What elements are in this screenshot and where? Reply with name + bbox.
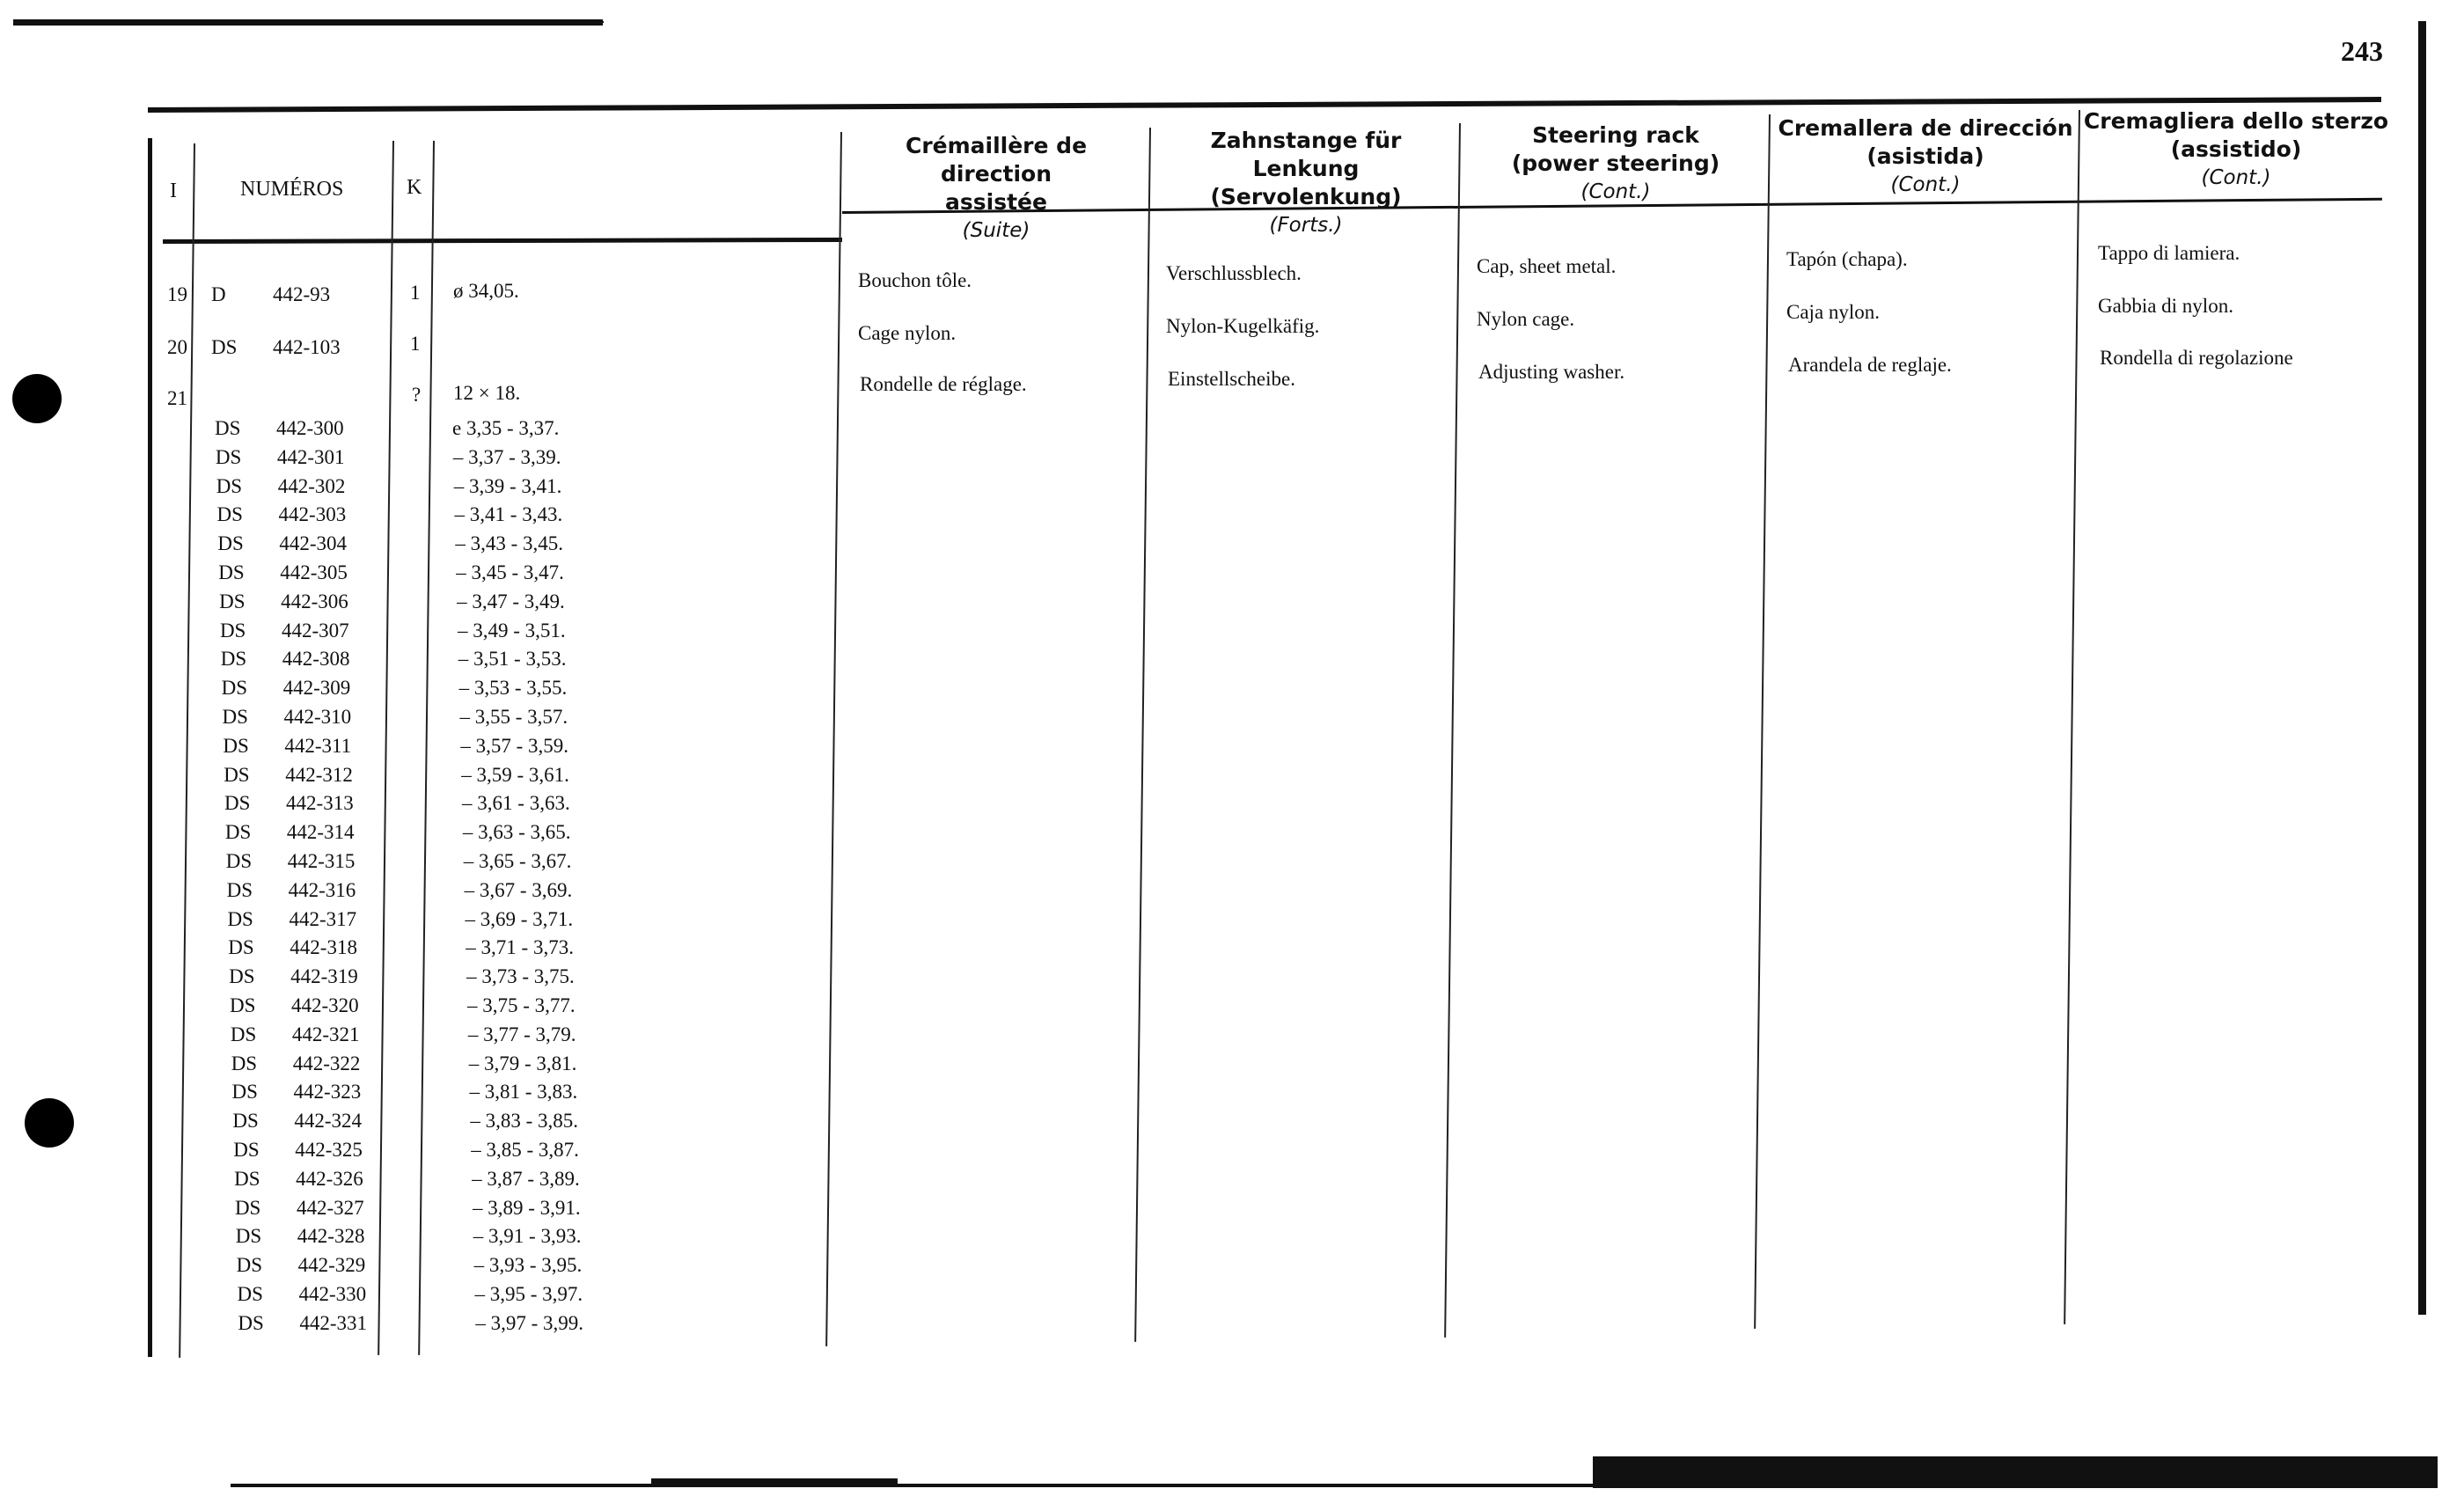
washer-dim: – 3,57 - 3,59.	[460, 734, 569, 757]
item-index: 20	[167, 336, 187, 358]
washer-prefix: DS	[215, 417, 241, 439]
washer-prefix: DS	[217, 532, 244, 555]
washer-prefix: DS	[228, 936, 254, 959]
header-title-2: (Servolenkung)	[1210, 184, 1402, 209]
header-lang-de	[1155, 127, 1457, 239]
washer-number: 442-317	[289, 907, 357, 930]
washer-dim: – 3,43 - 3,45.	[455, 532, 564, 555]
desc-fr-item20: Cage nylon.	[858, 322, 957, 344]
washer-dim: – 3,55 - 3,57.	[459, 706, 568, 728]
header-bottom-rule	[163, 238, 842, 244]
right-edge-bar	[2418, 21, 2426, 1315]
washer-dim: – 3,75 - 3,77.	[467, 994, 576, 1016]
washer-dim: – 3,45 - 3,47.	[456, 561, 564, 583]
washer-number: 442-326	[296, 1167, 363, 1190]
washer-dim: – 3,61 - 3,63.	[462, 792, 570, 815]
washer-prefix: DS	[225, 850, 253, 872]
washer-dim: – 3,51 - 3,53.	[458, 648, 567, 671]
header-title-2: (asistida)	[1866, 143, 1984, 169]
washer-number: 442-324	[294, 1110, 363, 1133]
washer-dim: – 3,39 - 3,41.	[453, 474, 562, 497]
washer-number: 442-331	[299, 1311, 368, 1334]
desc-fr-item19: Bouchon tôle.	[858, 269, 972, 291]
washer-number: 442-304	[279, 532, 348, 555]
item-dim: ø 34,05.	[453, 280, 519, 302]
washer-dim: – 3,37 - 3,39.	[452, 445, 561, 468]
desc-fr-item21: Rondelle de réglage.	[860, 373, 1027, 395]
washer-prefix: DS	[224, 821, 252, 844]
washer-dim: – 3,85 - 3,87.	[471, 1139, 579, 1161]
header-title: Cremallera de dirección	[1778, 115, 2073, 141]
washer-number: 442-311	[284, 734, 352, 757]
header-lang-it	[2082, 107, 2390, 192]
header-lang-es	[1774, 114, 2077, 199]
desc-es-item21: Arandela de reglaje.	[1788, 354, 1952, 376]
washer-prefix: DS	[238, 1311, 264, 1334]
bottom-edge-line	[231, 1484, 1595, 1487]
desc-de-item21: Einstellscheibe.	[1168, 368, 1295, 390]
washer-prefix: DS	[220, 648, 247, 671]
washer-number: 442-322	[292, 1052, 361, 1074]
header-sub: (Forts.)	[1269, 214, 1343, 237]
header-title-2: assistée	[945, 189, 1047, 215]
washer-dim: – 3,47 - 3,49.	[457, 590, 565, 612]
washer-number: 442-314	[286, 821, 355, 844]
washer-number: 442-302	[277, 474, 346, 497]
washer-dim: – 3,93 - 3,95.	[473, 1254, 583, 1277]
washer-number: 442-327	[296, 1196, 364, 1219]
desc-it-item21: Rondella di regolazione	[2100, 347, 2293, 369]
col-rule-de	[1444, 123, 1461, 1338]
washer-dim: – 3,79 - 3,81.	[468, 1052, 577, 1074]
washer-prefix: DS	[234, 1196, 261, 1219]
washer-prefix: DS	[223, 734, 249, 757]
washer-prefix: DS	[229, 965, 255, 988]
washer-number: 442-318	[290, 936, 357, 959]
washer-number: 442-300	[276, 417, 344, 439]
washer-dim: – 3,71 - 3,73.	[466, 936, 574, 959]
washer-number: 442-315	[287, 850, 356, 872]
header-title-2: (assistido)	[2170, 136, 2302, 162]
washer-number: 442-308	[282, 648, 350, 671]
bottom-edge-line-2	[651, 1478, 898, 1487]
washer-prefix: DS	[235, 1225, 262, 1248]
desc-de-item20: Nylon-Kugelkäfig.	[1166, 315, 1320, 337]
table-left-border	[148, 138, 152, 1357]
header-title: Crémaillère de direction	[905, 133, 1088, 187]
washer-prefix: DS	[219, 590, 246, 612]
header-col-numeros: NUMÉROS	[240, 178, 344, 201]
col-rule-es	[2064, 110, 2080, 1324]
washer-dim: – 3,41 - 3,43.	[454, 503, 563, 526]
washer-dim: – 3,63 - 3,65.	[462, 821, 571, 844]
washer-prefix: DS	[215, 445, 242, 468]
item-index: 21	[167, 387, 187, 409]
punch-hole-top	[12, 374, 62, 423]
washer-prefix: DS	[231, 1052, 258, 1074]
washer-dim: – 3,53 - 3,55.	[458, 677, 568, 700]
header-lang-en	[1464, 121, 1767, 206]
item-k: ?	[412, 384, 422, 406]
col-rule-numeros	[378, 141, 394, 1355]
washer-dim: – 3,89 - 3,91.	[472, 1196, 581, 1219]
washer-dim: – 3,73 - 3,75.	[466, 965, 575, 988]
washer-dim: – 3,69 - 3,71.	[465, 907, 574, 930]
header-title: Zahnstange für Lenkung	[1210, 128, 1402, 181]
washer-dim: – 3,95 - 3,97.	[474, 1283, 583, 1305]
washer-prefix: DS	[224, 763, 250, 786]
punch-hole-bottom	[25, 1098, 74, 1148]
page-number: 243	[2341, 35, 2383, 67]
washer-number: 442-306	[281, 590, 348, 612]
washer-number: 442-330	[298, 1283, 367, 1305]
col-rule-i	[179, 143, 195, 1358]
header-title-2: (power steering)	[1511, 150, 1720, 176]
item-prefix: DS	[211, 336, 238, 358]
washer-prefix: DS	[231, 1081, 258, 1104]
item-prefix: D	[211, 283, 226, 305]
washer-number: 442-329	[297, 1254, 366, 1277]
washer-prefix: DS	[230, 1023, 257, 1045]
washer-number: 442-328	[297, 1225, 365, 1248]
washer-dim: – 3,77 - 3,79.	[467, 1023, 576, 1045]
washer-prefix: DS	[227, 907, 253, 930]
header-col-k: K	[407, 176, 422, 199]
washer-number: 442-312	[285, 763, 353, 786]
item-number: 442-103	[273, 336, 341, 358]
header-title: Steering rack	[1532, 122, 1699, 148]
washer-number: 442-321	[291, 1023, 360, 1045]
washer-prefix: DS	[226, 878, 253, 901]
washer-prefix: DS	[232, 1110, 259, 1133]
header-sub: (Cont.)	[1580, 180, 1651, 203]
washer-number: 442-325	[295, 1139, 363, 1161]
washer-number: 442-320	[291, 994, 359, 1016]
desc-en-item20: Nylon cage.	[1477, 308, 1575, 330]
header-col-i: I	[170, 180, 177, 202]
item-dim: 12 × 18.	[453, 382, 521, 404]
header-sub: (Cont.)	[2201, 166, 2271, 189]
washer-dim: – 3,49 - 3,51.	[457, 619, 566, 642]
washer-number: 442-301	[276, 445, 345, 468]
washer-number: 442-310	[283, 706, 352, 728]
washer-prefix: DS	[216, 474, 243, 497]
col-rule-dims	[825, 132, 842, 1346]
washer-dim: – 3,87 - 3,89.	[472, 1167, 580, 1190]
col-rule-fr	[1134, 128, 1151, 1342]
washer-prefix: DS	[221, 677, 248, 700]
washer-number: 442-305	[280, 561, 348, 583]
desc-en-item19: Cap, sheet metal.	[1477, 255, 1617, 277]
washer-dim: – 3,97 - 3,99.	[475, 1311, 584, 1334]
washer-dim: – 3,83 - 3,85.	[470, 1110, 579, 1133]
desc-en-item21: Adjusting washer.	[1478, 361, 1625, 383]
item-number: 442-93	[273, 283, 331, 305]
washer-number: 442-303	[278, 503, 347, 526]
washer-prefix: DS	[219, 619, 246, 642]
washer-prefix: DS	[236, 1254, 263, 1277]
col-rule-k	[418, 141, 435, 1355]
desc-es-item19: Tapón (chapa).	[1786, 248, 1908, 270]
desc-de-item19: Verschlussblech.	[1166, 262, 1302, 284]
header-lang-fr	[847, 132, 1146, 245]
washer-dim: – 3,59 - 3,61.	[461, 763, 569, 786]
item-index: 19	[167, 283, 187, 305]
washer-number: 442-316	[288, 878, 356, 901]
washer-number: 442-323	[293, 1081, 362, 1104]
top-edge-bar-thin	[603, 21, 604, 23]
washer-prefix: DS	[224, 792, 251, 815]
table-top-border	[148, 97, 2381, 113]
desc-it-item20: Gabbia di nylon.	[2098, 295, 2233, 317]
header-sub: (Cont.)	[1890, 173, 1961, 196]
washer-prefix: DS	[234, 1167, 260, 1190]
header-sub: (Suite)	[962, 219, 1030, 242]
washer-prefix: DS	[233, 1139, 260, 1161]
washer-prefix: DS	[218, 561, 245, 583]
washer-prefix: DS	[222, 706, 248, 728]
bottom-edge-bar	[1593, 1456, 2438, 1488]
desc-es-item20: Caja nylon.	[1786, 301, 1881, 323]
washer-number: 442-319	[290, 965, 358, 988]
desc-it-item19: Tappo di lamiera.	[2098, 242, 2240, 264]
washer-number: 442-307	[281, 619, 349, 642]
washer-number: 442-309	[282, 677, 351, 700]
item-k: 1	[410, 333, 421, 355]
washer-dim: e 3,35 - 3,37.	[452, 417, 560, 439]
washer-dim: – 3,81 - 3,83.	[469, 1081, 578, 1104]
washer-prefix: DS	[230, 994, 256, 1016]
washer-dim: – 3,65 - 3,67.	[463, 850, 572, 872]
washer-dim: – 3,67 - 3,69.	[464, 878, 573, 901]
header-title: Cremagliera dello sterzo	[2083, 108, 2389, 134]
item-k: 1	[410, 282, 421, 304]
washer-prefix: DS	[216, 503, 243, 526]
washer-prefix: DS	[237, 1283, 263, 1305]
washer-dim: – 3,91 - 3,93.	[473, 1225, 582, 1248]
col-rule-en	[1754, 114, 1771, 1329]
top-edge-bar	[13, 19, 603, 26]
washer-number: 442-313	[286, 792, 354, 815]
